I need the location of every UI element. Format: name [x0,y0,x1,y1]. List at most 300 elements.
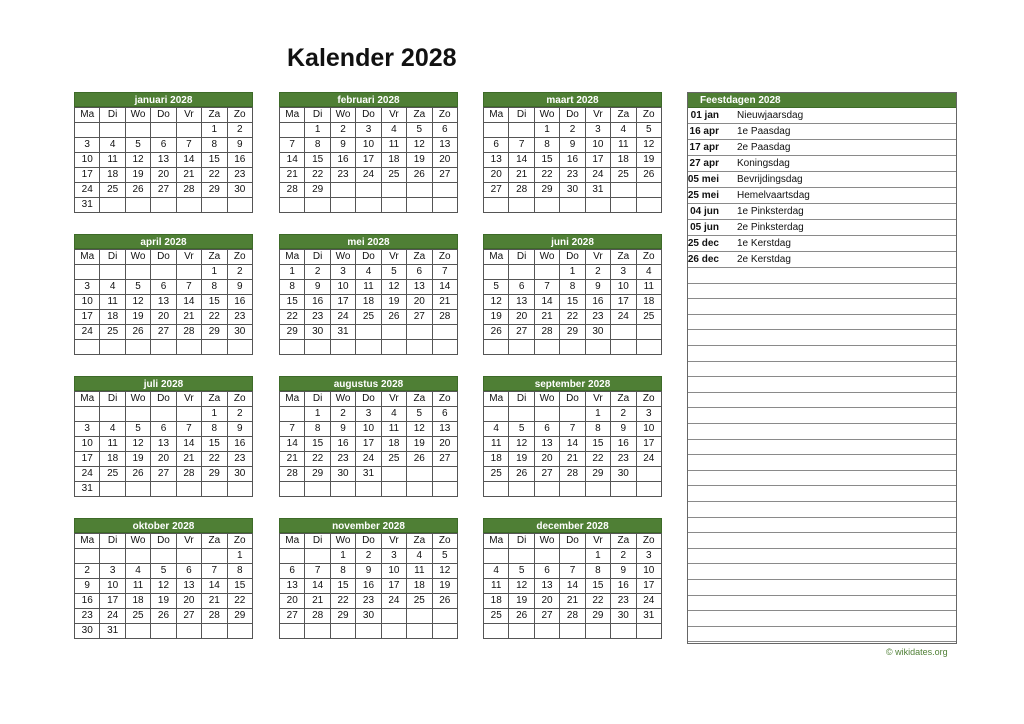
day-cell: 16 [356,579,381,594]
day-cell [381,482,406,497]
day-cell [407,467,432,482]
day-cell: 28 [560,467,585,482]
holiday-row [687,346,957,362]
weekday-label: Zo [227,392,252,407]
month-header: juli 2028 [74,376,253,391]
day-cell [280,549,305,564]
day-cell: 3 [356,123,381,138]
weekday-label: Wo [125,250,150,265]
holiday-row [687,408,957,424]
day-cell: 29 [202,325,227,340]
day-cell [432,624,457,639]
day-cell: 18 [611,153,636,168]
holiday-date: 05 jun [687,220,737,236]
day-cell: 17 [381,579,406,594]
day-cell: 25 [381,168,406,183]
day-cell [305,482,330,497]
weekday-label: Zo [636,392,661,407]
day-cell: 12 [125,437,150,452]
day-cell: 11 [636,280,661,295]
holiday-name: Koningsdag [737,156,957,172]
day-cell: 13 [432,138,457,153]
day-cell: 20 [432,153,457,168]
day-cell: 18 [636,295,661,310]
holiday-row [687,626,957,642]
weekday-label: Za [202,534,227,549]
day-cell: 5 [484,280,509,295]
day-cell: 9 [611,564,636,579]
month-table [74,391,253,497]
day-cell: 29 [534,183,559,198]
weekday-label: Zo [227,250,252,265]
day-cell: 23 [330,452,355,467]
day-cell: 20 [151,310,176,325]
holiday-row [687,486,957,502]
day-cell: 23 [560,168,585,183]
day-cell: 23 [305,310,330,325]
day-cell: 24 [611,310,636,325]
day-cell: 20 [407,295,432,310]
weekday-label: Di [509,392,534,407]
day-cell: 13 [484,153,509,168]
day-cell: 30 [227,467,252,482]
day-cell: 18 [356,295,381,310]
day-cell: 19 [407,437,432,452]
day-cell: 5 [151,564,176,579]
day-cell: 30 [560,183,585,198]
day-cell [356,340,381,355]
day-cell [509,549,534,564]
day-cell: 29 [585,609,610,624]
day-cell: 5 [636,123,661,138]
holiday-date [687,502,737,518]
day-cell: 8 [560,280,585,295]
day-cell [381,609,406,624]
day-cell: 17 [100,594,125,609]
weekday-label: Zo [636,108,661,123]
day-cell: 11 [484,437,509,452]
day-cell: 8 [202,138,227,153]
month-block [279,92,458,213]
weekday-label: Vr [381,392,406,407]
day-cell: 8 [202,422,227,437]
weekday-label: Do [151,250,176,265]
weekday-label: Ma [75,108,100,123]
day-cell: 31 [75,482,100,497]
day-cell: 24 [636,452,661,467]
day-cell: 2 [227,265,252,280]
holiday-date [687,283,737,299]
day-cell [636,340,661,355]
holiday-row [687,268,957,284]
weekday-label: Za [202,108,227,123]
weekday-label: Ma [280,392,305,407]
weekday-label: Wo [534,392,559,407]
day-cell [534,198,559,213]
day-cell [534,265,559,280]
holiday-row [687,108,957,124]
day-cell: 8 [330,564,355,579]
weekday-label: Vr [176,250,201,265]
day-cell: 3 [75,138,100,153]
day-cell: 29 [560,325,585,340]
weekday-label: Vr [585,392,610,407]
day-cell: 15 [202,153,227,168]
holiday-row [687,611,957,627]
day-cell: 12 [151,579,176,594]
credit-text: © wikidates.org [886,647,948,657]
month-block [483,92,662,213]
month-block [279,234,458,355]
holiday-name [737,517,957,533]
day-cell [100,265,125,280]
weekday-label: Di [305,108,330,123]
day-cell: 13 [151,295,176,310]
day-cell: 10 [75,153,100,168]
weekday-label: Do [560,108,585,123]
day-cell: 15 [585,437,610,452]
day-cell: 31 [636,609,661,624]
day-cell [330,482,355,497]
day-cell: 10 [381,564,406,579]
day-cell: 25 [611,168,636,183]
day-cell: 26 [484,325,509,340]
day-cell: 23 [227,168,252,183]
day-cell: 9 [75,579,100,594]
day-cell: 21 [280,168,305,183]
day-cell [585,198,610,213]
day-cell: 29 [280,325,305,340]
day-cell: 27 [432,452,457,467]
holidays-header: Feestdagen 2028 [687,92,957,108]
day-cell [75,407,100,422]
day-cell: 25 [484,467,509,482]
holiday-date [687,455,737,471]
weekday-label: Ma [75,392,100,407]
day-cell: 3 [585,123,610,138]
day-cell: 12 [125,153,150,168]
weekday-label: Do [356,392,381,407]
holiday-date [687,377,737,393]
day-cell [202,340,227,355]
day-cell: 10 [356,422,381,437]
day-cell: 30 [356,609,381,624]
day-cell: 27 [484,183,509,198]
day-cell [585,340,610,355]
day-cell: 3 [611,265,636,280]
day-cell [381,467,406,482]
day-cell [484,482,509,497]
day-cell: 24 [75,325,100,340]
holiday-name [737,595,957,611]
day-cell: 8 [305,138,330,153]
day-cell: 22 [305,168,330,183]
day-cell: 8 [305,422,330,437]
day-cell: 28 [176,325,201,340]
holiday-name [737,299,957,315]
holiday-date [687,626,737,642]
day-cell [407,340,432,355]
day-cell: 11 [125,579,150,594]
day-cell [280,198,305,213]
weekday-label: Di [509,108,534,123]
day-cell [534,407,559,422]
weekday-label: Vr [381,250,406,265]
day-cell [151,624,176,639]
day-cell: 14 [280,153,305,168]
holiday-row [687,236,957,252]
day-cell [484,624,509,639]
month-block [74,376,253,497]
weekday-label: Za [611,534,636,549]
day-cell: 13 [432,422,457,437]
day-cell [484,340,509,355]
day-cell: 18 [381,153,406,168]
holiday-row [687,517,957,533]
day-cell [202,198,227,213]
day-cell: 7 [176,280,201,295]
holiday-date [687,346,737,362]
weekday-label: Wo [534,108,559,123]
day-cell: 18 [381,437,406,452]
weekday-label: Zo [432,108,457,123]
holiday-date [687,611,737,627]
holiday-name [737,330,957,346]
weekday-label: Ma [484,250,509,265]
day-cell [125,123,150,138]
weekday-label: Vr [176,108,201,123]
day-cell: 18 [125,594,150,609]
day-cell [125,482,150,497]
day-cell [560,407,585,422]
month-header: juni 2028 [483,234,662,249]
day-cell [381,183,406,198]
day-cell: 17 [636,437,661,452]
day-cell [407,482,432,497]
day-cell [305,549,330,564]
holiday-name [737,439,957,455]
day-cell: 4 [636,265,661,280]
day-cell: 7 [202,564,227,579]
weekday-label: Do [356,108,381,123]
month-header: oktober 2028 [74,518,253,533]
weekday-label: Do [356,250,381,265]
day-cell: 26 [125,467,150,482]
day-cell: 30 [611,467,636,482]
day-cell: 17 [356,153,381,168]
weekday-label: Za [407,250,432,265]
day-cell: 11 [381,422,406,437]
day-cell [509,265,534,280]
day-cell: 18 [407,579,432,594]
day-cell: 27 [151,325,176,340]
day-cell [432,467,457,482]
day-cell: 4 [611,123,636,138]
holiday-name [737,470,957,486]
day-cell: 26 [381,310,406,325]
day-cell: 10 [611,280,636,295]
holiday-row [687,124,957,140]
day-cell [560,482,585,497]
day-cell: 18 [100,452,125,467]
weekday-label: Za [407,392,432,407]
day-cell: 19 [125,452,150,467]
day-cell [176,482,201,497]
holiday-name [737,346,957,362]
month-block [279,376,458,497]
holiday-row [687,283,957,299]
weekday-label: Do [560,534,585,549]
day-cell: 8 [280,280,305,295]
day-cell: 4 [381,123,406,138]
day-cell: 4 [356,265,381,280]
day-cell: 16 [585,295,610,310]
holiday-name [737,626,957,642]
weekday-label: Ma [484,534,509,549]
month-block [74,234,253,355]
day-cell: 22 [560,310,585,325]
day-cell [484,265,509,280]
day-cell: 9 [611,422,636,437]
weekday-label: Di [305,250,330,265]
day-cell: 20 [484,168,509,183]
day-cell [432,183,457,198]
day-cell [151,482,176,497]
day-cell [432,325,457,340]
day-cell: 28 [176,183,201,198]
day-cell [176,549,201,564]
holidays-table [687,108,957,642]
day-cell: 23 [611,594,636,609]
day-cell [381,624,406,639]
day-cell: 9 [560,138,585,153]
weekday-label: Vr [381,534,406,549]
holiday-row [687,533,957,549]
day-cell: 24 [636,594,661,609]
day-cell [280,340,305,355]
day-cell [636,183,661,198]
weekday-label: Di [305,392,330,407]
day-cell: 16 [75,594,100,609]
day-cell: 25 [356,310,381,325]
day-cell: 19 [151,594,176,609]
month-table [483,533,662,639]
weekday-label: Wo [534,534,559,549]
holiday-date [687,517,737,533]
holiday-name [737,502,957,518]
holiday-date: 16 apr [687,124,737,140]
day-cell: 31 [585,183,610,198]
day-cell: 12 [125,295,150,310]
day-cell [636,467,661,482]
day-cell: 15 [585,579,610,594]
day-cell [151,198,176,213]
day-cell: 4 [100,138,125,153]
day-cell: 1 [202,407,227,422]
holiday-date: 01 jan [687,108,737,124]
day-cell: 9 [330,422,355,437]
holidays-panel [687,92,957,642]
month-table [279,533,458,639]
day-cell [534,340,559,355]
day-cell [407,183,432,198]
day-cell: 4 [125,564,150,579]
holiday-row [687,595,957,611]
day-cell: 23 [356,594,381,609]
day-cell [75,123,100,138]
day-cell: 4 [484,422,509,437]
day-cell: 11 [407,564,432,579]
day-cell: 16 [611,579,636,594]
day-cell [151,549,176,564]
weekday-label: Wo [534,250,559,265]
day-cell: 25 [484,609,509,624]
month-block [74,92,253,213]
day-cell [636,325,661,340]
day-cell: 10 [585,138,610,153]
holiday-row [687,299,957,315]
day-cell: 26 [509,467,534,482]
day-cell: 21 [305,594,330,609]
holiday-name [737,564,957,580]
day-cell: 22 [280,310,305,325]
weekday-label: Za [407,534,432,549]
day-cell [636,482,661,497]
day-cell [280,407,305,422]
day-cell: 6 [534,422,559,437]
day-cell: 6 [176,564,201,579]
month-header: april 2028 [74,234,253,249]
month-block [279,518,458,639]
day-cell [280,624,305,639]
day-cell: 21 [432,295,457,310]
day-cell: 1 [330,549,355,564]
holiday-name [737,377,957,393]
day-cell: 22 [585,452,610,467]
day-cell: 29 [305,467,330,482]
day-cell: 17 [356,437,381,452]
day-cell: 20 [151,452,176,467]
day-cell: 24 [75,183,100,198]
day-cell: 7 [176,422,201,437]
day-cell: 21 [280,452,305,467]
day-cell: 27 [176,609,201,624]
day-cell: 31 [75,198,100,213]
day-cell [381,325,406,340]
day-cell: 8 [202,280,227,295]
day-cell: 28 [202,609,227,624]
day-cell: 7 [560,564,585,579]
day-cell: 19 [636,153,661,168]
day-cell: 24 [330,310,355,325]
day-cell [125,265,150,280]
weekday-label: Wo [330,250,355,265]
day-cell: 19 [432,579,457,594]
day-cell [509,198,534,213]
day-cell: 3 [636,549,661,564]
day-cell: 24 [585,168,610,183]
day-cell [356,325,381,340]
day-cell: 2 [227,123,252,138]
day-cell: 12 [509,579,534,594]
day-cell: 11 [100,295,125,310]
day-cell: 30 [330,467,355,482]
holiday-name: Nieuwjaarsdag [737,108,957,124]
holiday-name [737,533,957,549]
day-cell: 14 [176,437,201,452]
month-header: januari 2028 [74,92,253,107]
holiday-date: 05 mei [687,172,737,188]
